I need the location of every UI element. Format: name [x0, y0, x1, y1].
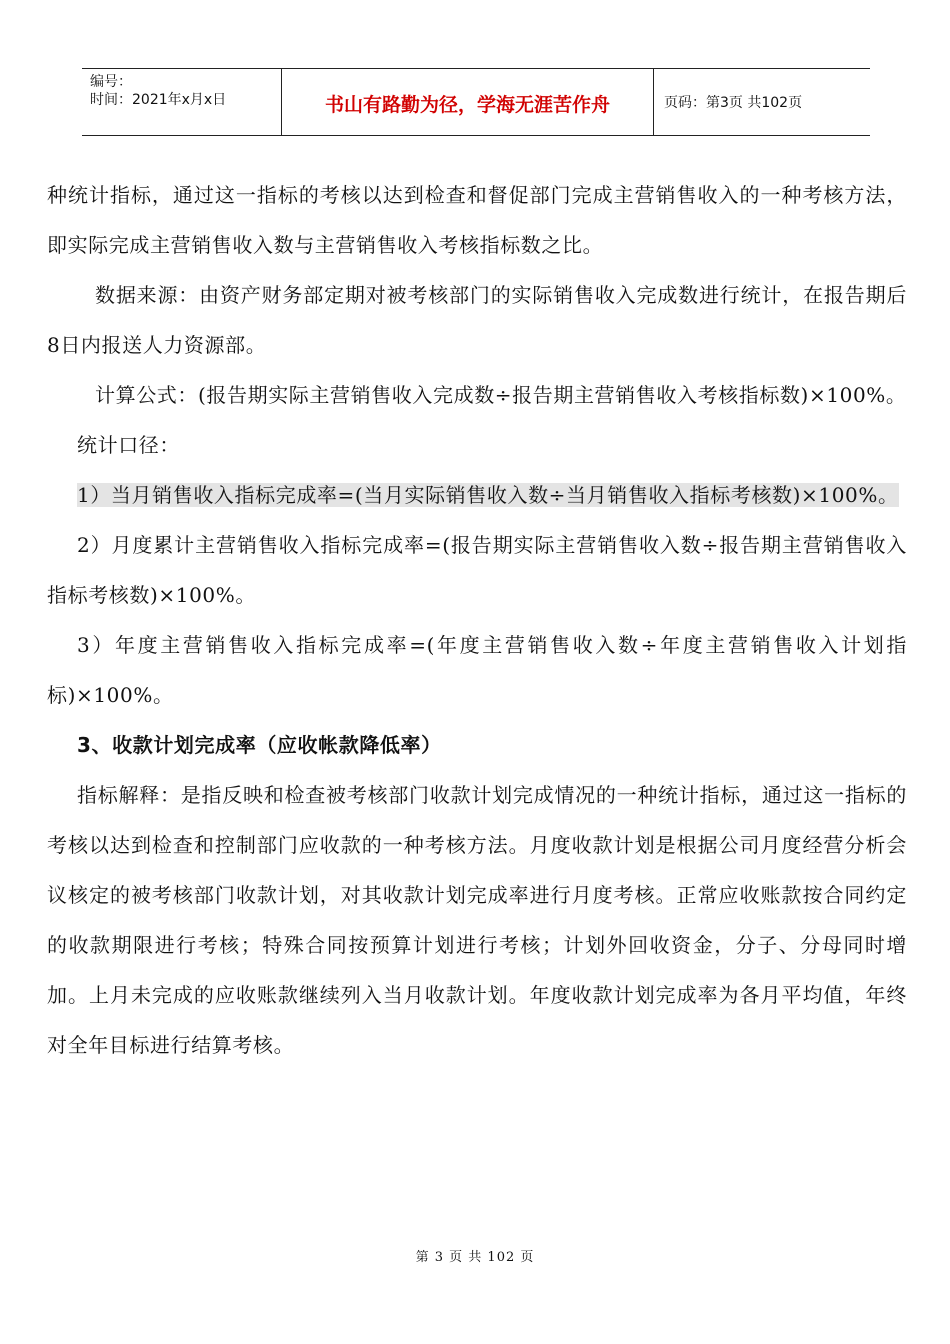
paragraph-indicator-explanation: 指标解释：是指反映和检查被考核部门收款计划完成情况的一种统计指标，通过这一指标的考核以达到检查和控制部门应收款的一种考核方法。月度收款计划是根据公司月度经营分析会议核定的被考核部门收款计划，对其收款计划完成率进行月度考核。正常应收账款按合同约定的收款期限进行考核；特殊合同按预算计划进行考核；计划外回收资金，分子、分母同时增加。上月未完成的应收账款继续列入当月收款计划。年度收款计划完成率为各月平均值，年终对全年目标进行结算考核。 [47, 783, 907, 1057]
document-date: 时间：2021年x月x日 [90, 92, 227, 108]
paragraph-data-source: 数据来源：由资产财务部定期对被考核部门的实际销售收入完成数进行统计，在报告期后8日内报送人力资源部。 [47, 283, 907, 357]
highlighted-text: 1）当月销售收入指标完成率=(当月实际销售收入数÷当月销售收入指标考核数)×100%。 [77, 483, 899, 507]
paragraph-monthly-rate [47, 470, 907, 520]
paragraph-annual-rate: 3）年度主营销售收入指标完成率=(年度主营销售收入数÷年度主营销售收入计划指标)×100%。 [47, 633, 907, 707]
header-motto: 书山有路勤为径，学海无涯苦作舟 [282, 69, 654, 135]
header-page-info: 页码：第3页 共102页 [664, 95, 803, 111]
paragraph-intro-continuation: 种统计指标，通过这一指标的考核以达到检查和督促部门完成主营销售收入的一种考核方法，即实际完成主营销售收入数与主营销售收入考核指标数之比。 [47, 183, 907, 257]
paragraph-formula: 计算公式：(报告期实际主营销售收入完成数÷报告期主营销售收入考核指标数)×100%。 [95, 383, 907, 407]
page-footer: 第 3 页 共 102 页 [415, 1250, 535, 1265]
header-meta [82, 69, 282, 135]
paragraph-cumulative-rate: 2）月度累计主营销售收入指标完成率=(报告期实际主营销售收入数÷报告期主营销售收入指标考核数)×100%。 [47, 533, 907, 607]
document-number-label: 编号： [90, 74, 132, 90]
document-body [47, 170, 907, 1070]
paragraph-statistical-scope: 统计口径： [77, 433, 180, 457]
section-heading: 3、收款计划完成率（应收帐款降低率） [77, 733, 442, 757]
page-header [82, 68, 870, 136]
